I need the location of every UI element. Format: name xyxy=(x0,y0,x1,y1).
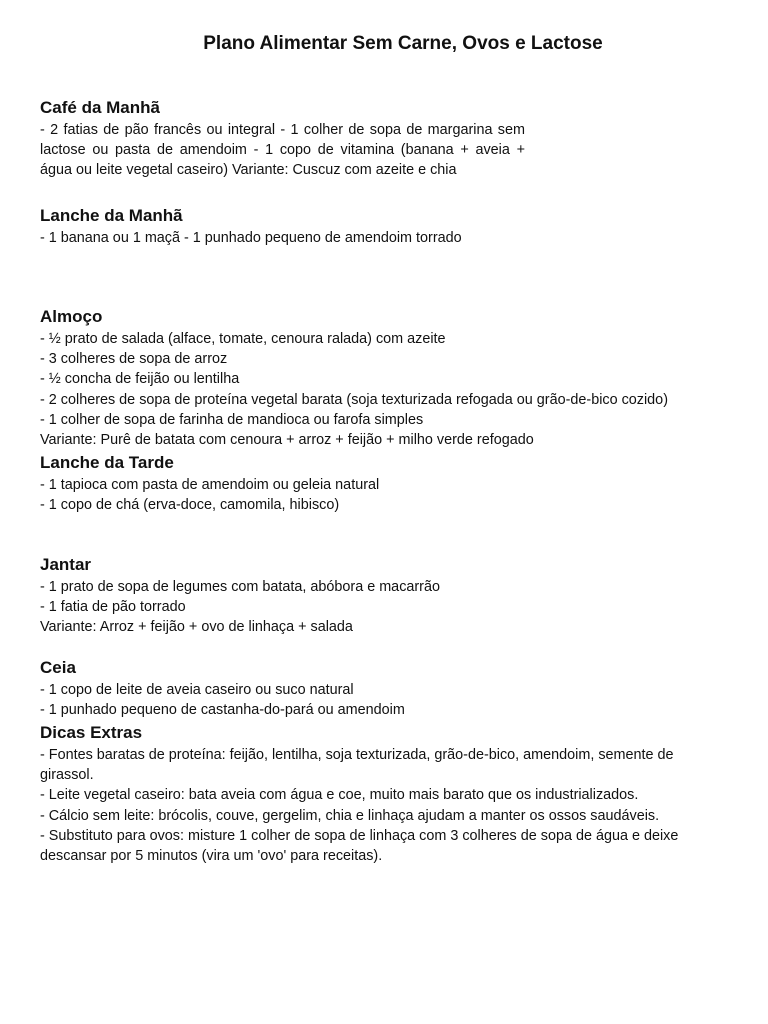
list-item: - 3 colheres de sopa de arroz xyxy=(40,351,228,368)
section-almoco xyxy=(40,306,668,450)
list-item: Variante: Arroz + feijão + ovo de linhaça + salada xyxy=(40,619,353,636)
list-item: Variante: Purê de batata com cenoura + arroz + feijão + milho verde refogado xyxy=(40,432,534,449)
section-paragraph: - 2 fatias de pão francês ou integral - 1 colher de sopa de margarina sem lactose ou pasta de amendoim - 1 copo de vitamina (banana + aveia + água ou leite vegetal caseiro) Variante: Cuscuz com azeite e chia xyxy=(40,122,525,179)
section-lanche-da-tarde xyxy=(40,452,379,515)
list-item: - 2 colheres de sopa de proteína vegetal barata (soja texturizada refogada ou grão-de-bico cozido) xyxy=(40,391,668,408)
section-ceia xyxy=(40,657,405,720)
list-item: - 1 colher de sopa de farinha de mandioca ou farofa simples xyxy=(40,411,424,428)
list-item: - Cálcio sem leite: brócolis, couve, gergelim, chia e linhaça ajudam a manter os ossos saudáveis. xyxy=(40,807,660,824)
list-item: - 1 fatia de pão torrado xyxy=(40,599,186,616)
section-heading: Jantar xyxy=(40,555,92,574)
list-item: - 1 banana ou 1 maçã - 1 punhado pequeno de amendoim torrado xyxy=(40,230,462,246)
list-item: - 1 copo de chá (erva-doce, camomila, hibisco) xyxy=(40,497,340,514)
section-heading: Ceia xyxy=(40,658,76,677)
list-item: - 1 copo de leite de aveia caseiro ou suco natural xyxy=(40,682,354,698)
section-lanche-da-manha xyxy=(40,205,462,248)
list-item: - ½ prato de salada (alface, tomate, cenoura ralada) com azeite xyxy=(40,331,446,347)
section-heading: Dicas Extras xyxy=(40,723,143,742)
document-title: Plano Alimentar Sem Carne, Ovos e Lactose xyxy=(203,33,603,54)
list-item: - 1 punhado pequeno de castanha-do-pará ou amendoim xyxy=(40,702,405,719)
list-item: - Substituto para ovos: misture 1 colher de sopa de linhaça com 3 colheres de sopa de água e deixe descansar por 5 minutos (vira um 'ovo' para receitas). xyxy=(40,827,679,865)
section-heading: Lanche da Manhã xyxy=(40,206,183,225)
section-cafe-da-manha xyxy=(40,97,525,181)
list-item: - 1 prato de sopa de legumes com batata, abóbora e macarrão xyxy=(40,579,440,595)
list-item: - 1 tapioca com pasta de amendoim ou geleia natural xyxy=(40,477,380,493)
section-heading: Café da Manhã xyxy=(40,98,160,117)
section-heading: Almoço xyxy=(40,307,103,326)
section-dicas-extras xyxy=(40,722,730,866)
list-item: - Fontes baratas de proteína: feijão, lentilha, soja texturizada, grão-de-bico, amendoim, semente de girassol. xyxy=(40,747,674,784)
list-item: - ½ concha de feijão ou lentilha xyxy=(40,371,240,388)
list-item: - Leite vegetal caseiro: bata aveia com água e coe, muito mais barato que os industrializados. xyxy=(40,787,639,804)
section-jantar xyxy=(40,554,440,638)
section-heading: Lanche da Tarde xyxy=(40,453,174,472)
